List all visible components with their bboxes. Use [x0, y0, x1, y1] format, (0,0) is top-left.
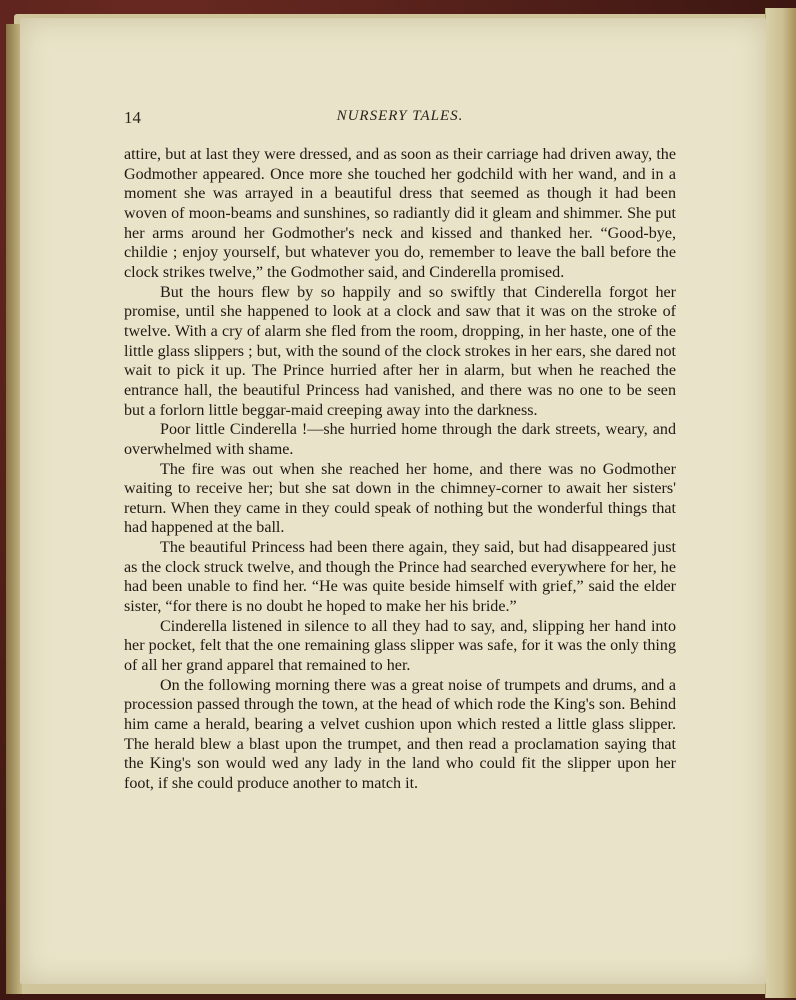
paragraph: attire, but at last they were dressed, and as soon as their carriage had driven away, the Godmother appeared. Once more she touched her godchild with her wand, and in a moment she was arrayed in a beautiful dress that seemed as though it had been woven of moon-beams and sunshines, so radiantly did it gleam and shimmer. She put her arms around her Godmother's neck and kissed and thanked her. “Good-bye, childie ; enjoy yourself, but whatever you do, remember to leave the ball before the clock strikes twelve,” the Godmother said, and Cinderella promised.: [124, 146, 676, 281]
paragraph: Cinderella listened in silence to all they had to say, and, slipping her hand into her pocket, felt that the one remaining glass slipper was safe, for it was the only thing of all her grand apparel that remained to her.: [124, 617, 676, 675]
page-header: [124, 108, 676, 130]
right-page-edge: [765, 8, 796, 998]
body-text: [124, 145, 676, 794]
running-title: NURSERY TALES.: [336, 108, 464, 124]
paragraph: Poor little Cinderella !—she hurried home through the dark streets, weary, and overwhelmed with shame.: [124, 421, 676, 458]
paragraph: But the hours flew by so happily and so swiftly that Cinderella forgot her promise, until she happened to look at a clock and saw that it was on the stroke of twelve. With a cry of alarm she fled from the room, dropping, in her haste, one of the little glass slippers ; but, with the sound of the clock strokes in her ears, she dared not wait to pick it up. The Prince hurried after her in alarm, but when he reached the entrance hall, the beautiful Princess had vanished, and there was no one to be seen but a forlorn little beggar-maid creeping away into the darkness.: [124, 283, 676, 419]
paragraph: On the following morning there was a great noise of trumpets and drums, and a procession passed through the town, at the head of which rode the King's son. Behind him came a herald, bearing a velvet cushion upon which rested a little glass slipper. The herald blew a blast upon the trumpet, and then read a proclamation saying that the King's son would wed any lady in the land who could fit the slipper upon her foot, if she could produce another to match it.: [124, 676, 676, 792]
paragraph: The fire was out when she reached her home, and there was no Godmother waiting to receive her; but she sat down in the chimney-corner to await her sisters' return. When they came in they could speak of nothing but the wonderful things that had happened at the ball.: [124, 460, 676, 537]
paragraph: The beautiful Princess had been there again, they said, but had disappeared just as the clock struck twelve, and though the Prince had searched everywhere for her, he had been unable to find her. “He was quite beside himself with grief,” said the elder sister, “for there is no doubt he hoped to make her his bride.”: [124, 539, 676, 616]
page-number: 14: [124, 108, 141, 127]
